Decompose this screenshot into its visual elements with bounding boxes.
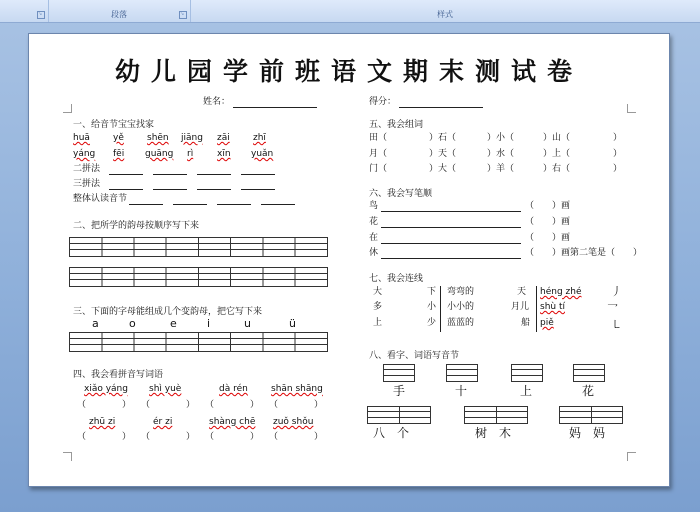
answer-blank[interactable] [109,174,143,175]
label-two-spell: 二拼法 [73,164,101,174]
char-label: 十 [455,384,468,398]
word-cell[interactable]: ）上（ [543,149,571,159]
ribbon [0,0,700,23]
score-label: 得分： [369,97,397,107]
stroke-char: 鸟 [369,201,379,211]
writing-grid[interactable] [69,332,328,352]
match-word[interactable]: 上 [373,318,383,328]
answer-blank[interactable] [241,174,275,175]
letter: i [207,317,211,330]
section-1-heading: 一、给音节宝宝找家 [73,120,155,130]
ribbon-group-styles [190,0,700,22]
pinyin[interactable]: shù tí [540,302,565,312]
word-cell[interactable]: ）小（ [487,133,515,143]
section-3-heading: 三、下面的字母能组成几个变韵母，把它写下来 [73,307,263,317]
word-cell[interactable]: ） [613,149,623,159]
word-cell[interactable]: ） [613,164,623,174]
answer-paren[interactable]: （ ） [205,400,260,410]
letter: o [129,317,136,330]
answer-paren[interactable]: （ ） [77,432,132,442]
ribbon-group-label: 样式 [437,10,453,19]
stroke-blank[interactable] [381,258,521,259]
pinyin: shì yuè [149,384,182,394]
answer-blank[interactable] [173,204,207,205]
word-label: 八 个 [373,426,410,440]
document-page[interactable] [28,33,670,487]
stroke-char: 休 [369,248,379,258]
writing-grid[interactable] [69,237,328,257]
pinyin: yáng [73,149,96,159]
word-cell[interactable]: 门（ [369,164,388,174]
pinyin: fēi [113,149,125,159]
pinyin: jiāng [181,133,203,143]
name-blank[interactable] [233,107,317,108]
stroke-blank[interactable] [381,243,521,244]
word-cell[interactable]: ）羊（ [487,164,515,174]
stroke-char: 在 [369,233,379,243]
pinyin: xīn [217,149,231,159]
word-cell[interactable]: ）天（ [429,149,457,159]
stroke-symbol[interactable]: 丿 [611,285,622,298]
ribbon-group-paragraph [48,0,191,22]
match-word[interactable]: 船 [521,318,531,328]
pinyin: rì [187,149,194,159]
score-blank[interactable] [399,107,483,108]
stroke-symbol[interactable]: 乛 [607,303,618,316]
pinyin: huā [73,133,90,143]
char-label: 花 [582,384,595,398]
char-label: 手 [393,384,406,398]
answer-blank[interactable] [129,204,163,205]
margin-corner-mark [627,104,636,113]
word-cell[interactable]: ）右（ [543,164,571,174]
section-4-heading: 四、我会看拼音写词语 [73,370,164,380]
answer-blank[interactable] [197,174,231,175]
stroke-count[interactable]: （ ）画 [525,217,571,227]
char-label: 上 [520,384,533,398]
answer-blank[interactable] [217,204,251,205]
stroke-char: 花 [369,217,379,227]
pinyin-grid[interactable] [511,364,543,382]
pinyin: yě [113,133,124,143]
match-word[interactable]: 小 [427,302,437,312]
answer-blank[interactable] [261,204,295,205]
name-label: 姓名： [203,97,231,107]
pinyin: shēn [147,133,169,143]
match-word[interactable]: 弯弯的 [447,287,475,297]
margin-corner-mark [627,452,636,461]
match-word[interactable]: 天 [517,287,527,297]
word-cell[interactable]: ） [613,133,623,143]
match-word[interactable]: 小小的 [447,302,475,312]
writing-grid[interactable] [69,267,328,287]
word-cell[interactable]: 田（ [369,133,388,143]
ribbon-group-label: 段落 [111,10,127,19]
letter: ü [289,317,296,330]
answer-paren[interactable]: （ ） [205,432,260,442]
match-word[interactable]: 下 [427,287,437,297]
pinyin: dà rén [219,384,248,394]
pinyin: zāi [217,133,230,143]
label-three-spell: 三拼法 [73,179,101,189]
answer-blank[interactable] [241,189,275,190]
section-5-heading: 五、我会组词 [369,120,424,130]
match-word[interactable]: 多 [373,302,383,312]
stroke-count-last[interactable]: （ ）画第二笔是（ ） [525,248,643,258]
pinyin: zuǒ shǒu [273,417,314,427]
pinyin[interactable]: héng zhé [540,287,582,297]
pinyin: yuǎn [251,149,274,159]
pinyin-grid[interactable] [383,364,415,382]
answer-paren[interactable]: （ ） [269,400,324,410]
letter: e [170,317,177,330]
answer-paren[interactable]: （ ） [141,400,196,410]
answer-blank[interactable] [153,189,187,190]
stroke-blank[interactable] [381,227,521,228]
answer-paren[interactable]: （ ） [141,432,196,442]
word-cell[interactable]: 月（ [369,149,388,159]
stroke-symbol[interactable]: ㇄ [611,318,622,331]
pinyin: shān shāng [271,384,323,394]
match-word[interactable]: 大 [373,287,383,297]
pinyin-grid[interactable] [464,406,528,424]
pinyin: xiǎo yáng [84,384,128,394]
stroke-count[interactable]: （ ）画 [525,233,571,243]
letter: u [244,317,251,330]
section-2-heading: 二、把所学的韵母按顺序写下来 [73,221,200,231]
word-cell[interactable]: ）山（ [543,133,571,143]
word-cell[interactable]: ）石（ [429,133,457,143]
margin-corner-mark [63,452,72,461]
answer-paren[interactable]: （ ） [77,400,132,410]
pinyin: ér zi [153,417,173,427]
pinyin: zhī [253,133,266,143]
match-word[interactable]: 月儿 [511,302,530,312]
stroke-count[interactable]: （ ）画 [525,201,571,211]
pinyin-grid[interactable] [573,364,605,382]
exam-title: 幼儿园学前班语文期末测试卷 [114,57,583,86]
pinyin: zhū zi [89,417,116,427]
letter: a [92,317,99,330]
pinyin-grid[interactable] [446,364,478,382]
margin-corner-mark [63,104,72,113]
dialog-launcher-icon[interactable]: ↘ [179,11,187,19]
pinyin-grid[interactable] [559,406,623,424]
pinyin: shàng chē [209,417,256,427]
answer-blank[interactable] [109,189,143,190]
pinyin[interactable]: piě [540,318,554,328]
word-cell[interactable]: ）水（ [487,149,515,159]
section-8-heading: 八、看字、词语写音节 [369,351,460,361]
word-cell[interactable]: ）大（ [429,164,457,174]
match-word[interactable]: 少 [427,318,437,328]
label-whole-syllable: 整体认读音节 [73,194,128,204]
word-label: 树 木 [475,426,512,440]
dialog-launcher-icon[interactable]: ↘ [37,11,45,19]
stroke-blank[interactable] [381,211,521,212]
match-word[interactable]: 蓝蓝的 [447,318,475,328]
pinyin: guāng [145,149,174,159]
section-6-heading: 六、我会写笔顺 [369,189,433,199]
section-7-heading: 七、我会连线 [369,274,424,284]
ribbon-group-font [0,0,49,22]
word-label: 妈 妈 [569,426,606,440]
divider [536,286,537,332]
answer-blank[interactable] [197,189,231,190]
answer-blank[interactable] [153,174,187,175]
answer-paren[interactable]: （ ） [269,432,324,442]
pinyin-grid[interactable] [367,406,431,424]
divider [440,286,441,332]
